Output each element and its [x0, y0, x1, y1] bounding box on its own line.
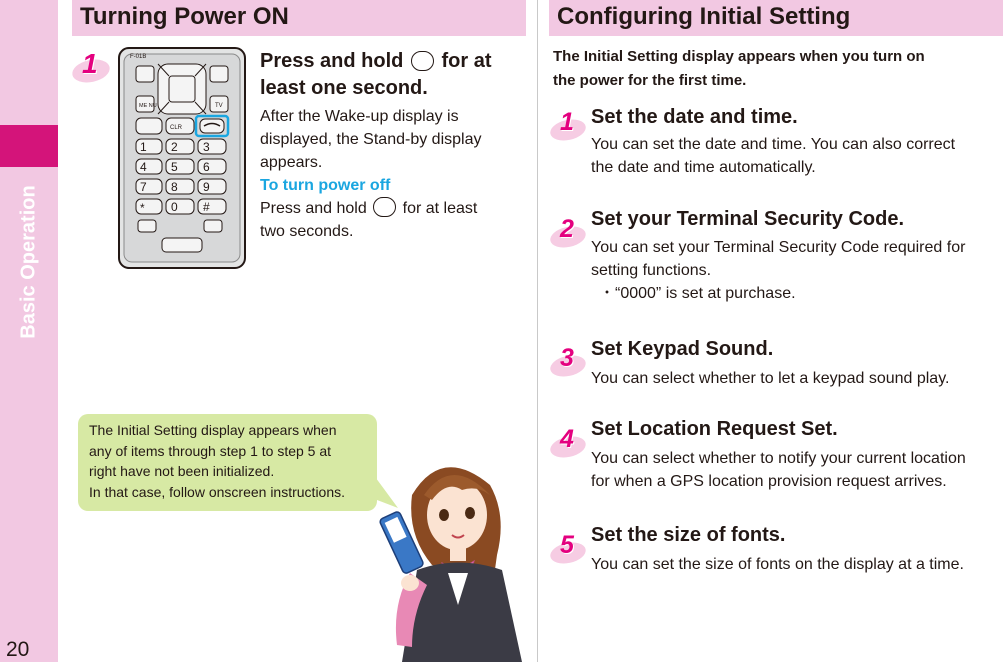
- svg-text:8: 8: [171, 180, 178, 194]
- side-tab-accent: [0, 125, 58, 167]
- svg-text:6: 6: [203, 160, 210, 174]
- column-divider: [537, 0, 538, 662]
- step-heading: Set your Terminal Security Code.: [591, 208, 905, 230]
- step-body: You can set your Terminal Security Code required for setting functions. ・“0000” is set at purchase.: [591, 239, 966, 302]
- note-bubble-text: The Initial Setting display appears when any of items through step 1 to step 5 at right have not been initialized. In that case, follow onscreen instructions.: [89, 422, 346, 500]
- right-section-title: Configuring Initial Setting: [557, 3, 851, 30]
- step-heading: Set the size of fonts.: [591, 524, 786, 546]
- svg-text:9: 9: [203, 180, 210, 194]
- step-body: You can set the date and time. You can also correct the date and time automatically.: [591, 136, 956, 176]
- power-key-icon: [373, 197, 396, 217]
- power-off-subheading: To turn power off: [260, 177, 391, 194]
- svg-text:2: 2: [171, 140, 178, 154]
- step-number: 3: [560, 344, 574, 372]
- step-number: 2: [560, 215, 574, 243]
- svg-text:CLR: CLR: [170, 125, 183, 131]
- svg-text:1: 1: [140, 140, 147, 154]
- step-heading: Set the date and time.: [591, 106, 798, 128]
- step-heading-line2: least one second.: [260, 77, 428, 99]
- svg-text:*: *: [140, 201, 145, 215]
- step-number: 1: [82, 48, 98, 79]
- left-section-title: Turning Power ON: [80, 3, 289, 30]
- phone-keypad-illustration: [116, 46, 248, 270]
- step-number: 5: [560, 531, 574, 559]
- svg-text:0: 0: [171, 200, 178, 214]
- svg-text:7: 7: [140, 180, 147, 194]
- side-tab-label: Basic Operation: [17, 185, 40, 339]
- step-body: You can select whether to let a keypad sound play.: [591, 370, 950, 387]
- step-number: 4: [560, 425, 574, 453]
- svg-text:TV: TV: [215, 103, 223, 109]
- page-number: 20: [6, 638, 30, 661]
- intro-text: The Initial Setting display appears when you turn on the power for the first time.: [553, 48, 925, 89]
- power-key-icon: [411, 51, 434, 71]
- step-body: You can set the size of fonts on the display at a time.: [591, 556, 964, 573]
- svg-text:4: 4: [140, 160, 147, 174]
- step-heading: Set Keypad Sound.: [591, 338, 774, 360]
- step-body: You can select whether to notify your current location for when a GPS location provision request arrives.: [591, 450, 966, 490]
- svg-text:3: 3: [203, 140, 210, 154]
- step-heading: Set Location Request Set.: [591, 418, 838, 440]
- svg-text:ME NU: ME NU: [139, 103, 157, 109]
- svg-text:#: #: [203, 200, 210, 214]
- step-number: 1: [560, 108, 574, 136]
- step-body: After the Wake-up display is displayed, the Stand-by display appears. To turn power off Press and hold for at least two seconds.: [260, 105, 530, 243]
- woman-holding-phone-illustration: [372, 455, 532, 662]
- phone-model-label: F-01B: [130, 54, 147, 60]
- svg-text:5: 5: [171, 160, 178, 174]
- step-heading-line1: Press and hold for at: [260, 50, 492, 72]
